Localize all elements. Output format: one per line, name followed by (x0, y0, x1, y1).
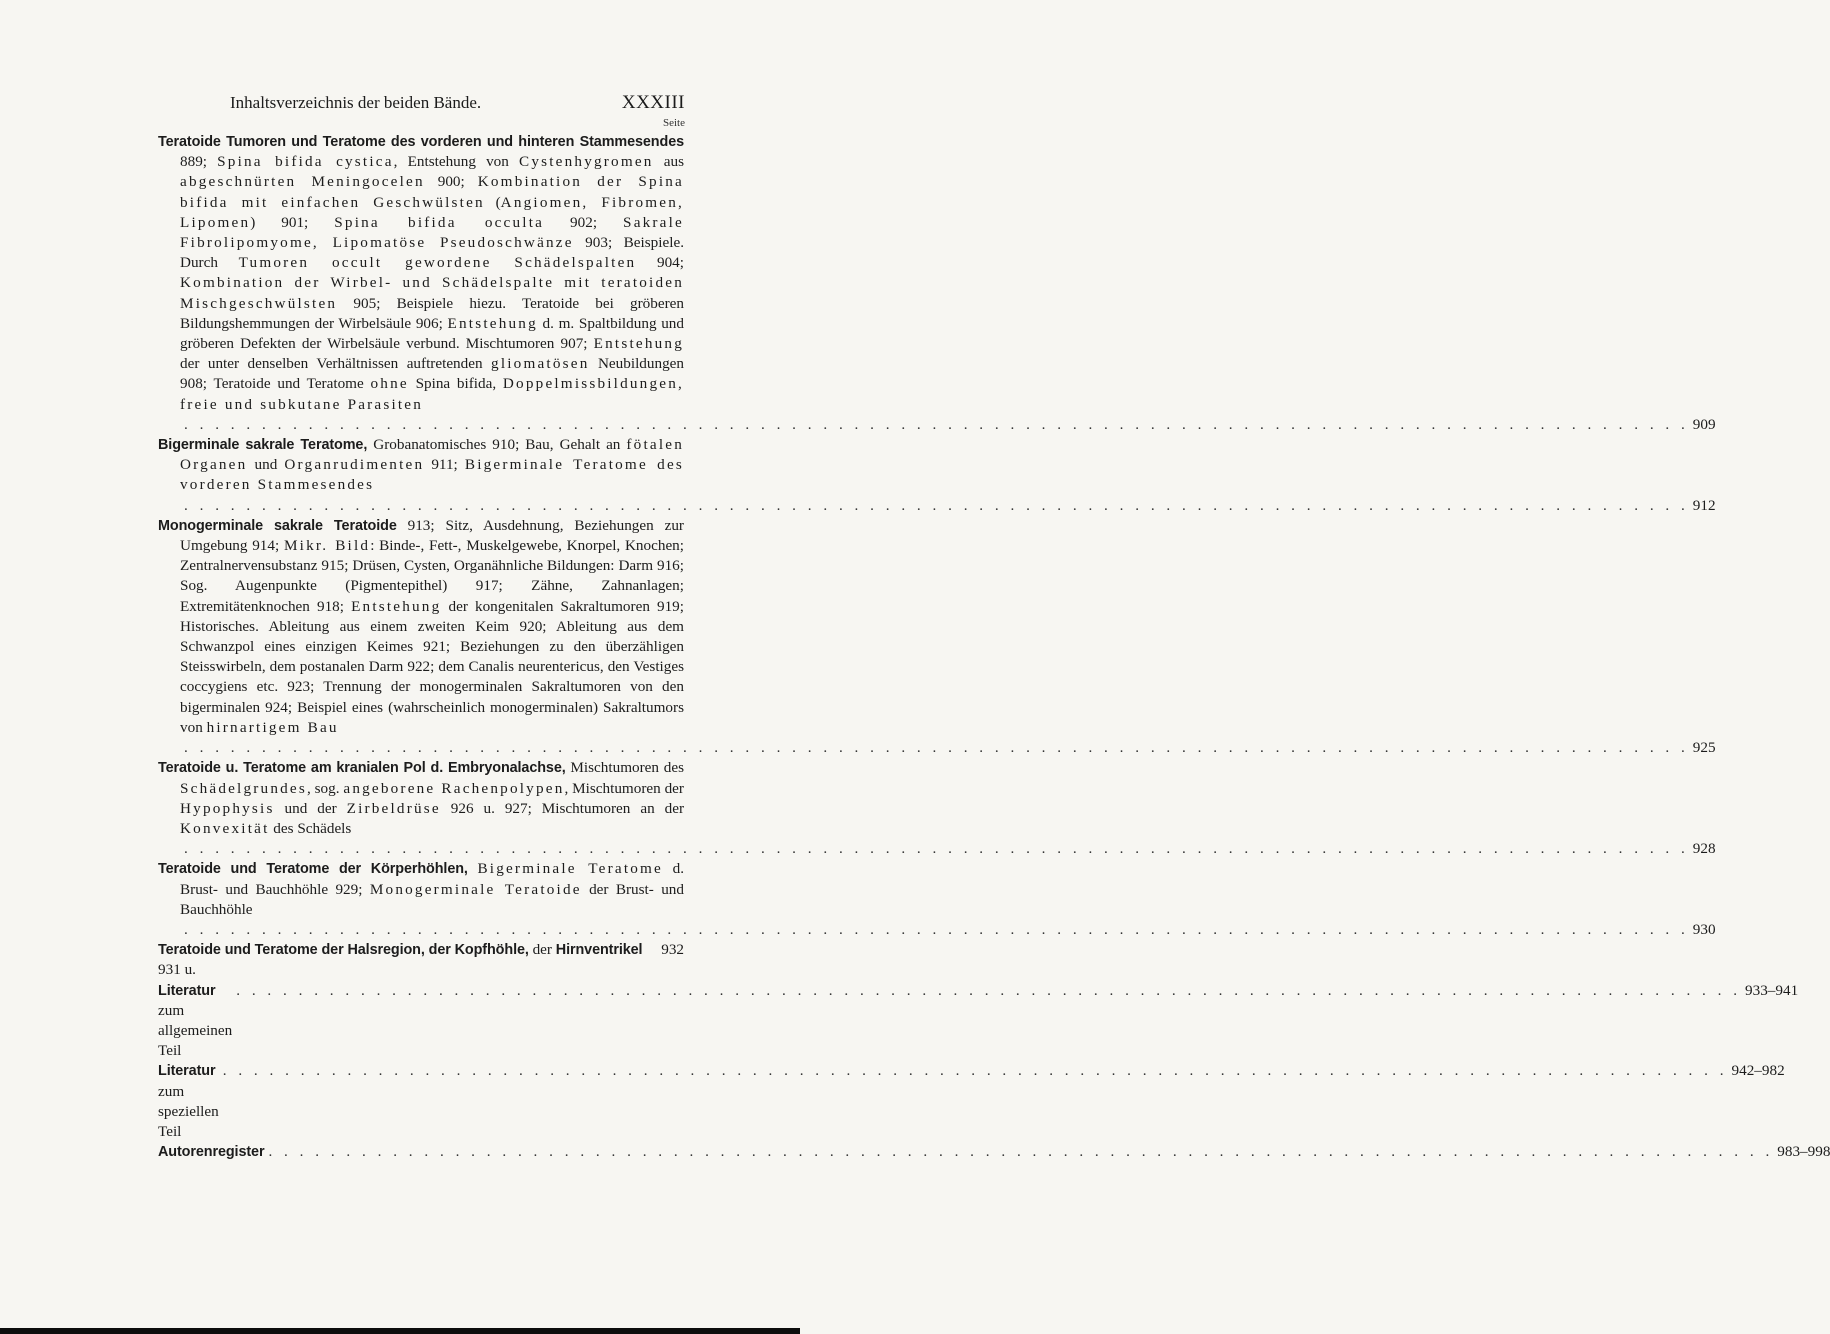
entry-heading: Bigerminale sakrale Teratome, (158, 437, 368, 454)
page-reference: 925 (1692, 739, 1716, 757)
entry-heading: Autorenregister (158, 1144, 265, 1161)
toc-entry-bigerminale: Bigerminale sakrale Teratome, Grobanatomisches 910; Bau, Gehalt an fötalen Organen und Organrudimenten 911; Bigerminale Teratome des vorderen Stammesendes (158, 436, 685, 494)
page-reference: 933–941 (1745, 981, 1799, 999)
page-reference: 930 (1692, 920, 1716, 938)
dot-leader: . . . . . . . . . . . . . . . . . . . . . . . . . . . . . . . . . . . . . . . . . . . . . . . . . . . . . . . . . . . . . . . . . . . . . . . . . . . . . . . . . . . . . . . . . . . . . . . . . (236, 981, 1742, 999)
toc-leader-row (158, 920, 1716, 940)
dot-leader: . . . . . . . . . . . . . . . . . . . . . . . . . . . . . . . . . . . . . . . . . . . . . . . . . . . . . . . . . . . . . . . . . . . . . . . . . . . . . . . . . . . . . . . . . . . . . . . . . (184, 840, 1689, 858)
entry-heading: Teratoide und Teratome der Halsregion, der Kopfhöhle, (158, 942, 529, 959)
page-number: XXXIII (621, 92, 685, 113)
page-reference: 928 (1692, 840, 1716, 858)
toc-entry-stammesende: Teratoide Tumoren und Teratome des vorderen und hinteren Stammesendes 889; Spina bifida cystica, Entstehung von Cystenhygromen aus abgeschnürten Meningocelen 900; Kombination der Spina bifida mit einfachen Geschwülsten (Angiomen, Fibromen, Lipomen) 901; Spina bifida occulta 902; Sakrale Fibrolipomyome, Lipomatöse Pseudoschwänze 903; Beispiele. Durch Tumoren occult gewordene Schädelspalten 904; Kombination der Wirbel- und Schädelspalte mit teratoiden Mischgeschwülsten 905; Beispiele hiezu. Teratoide bei gröberen Bildungshemmungen der Wirbelsäule 906; Entstehung d. m. Spaltbildung und gröberen Defekten der Wirbelsäule verbund. Mischtumoren 907; Entstehung der unter denselben Verhältnissen auftretenden gliomatösen Neubildungen 908; Teratoide und Teratome ohne Spina bifida, Doppelmissbildungen, freie und subkutane Parasiten (158, 134, 685, 413)
entry-heading: Teratoide und Teratome der Körperhöhlen, (158, 861, 468, 878)
dot-leader: . . . . . . . . . . . . . . . . . . . . . . . . . . . . . . . . . . . . . . . . . . . . . . . . . . . . . . . . . . . . . . . . . . . . . . . . . . . . . . . . . . . . . . . . . . . . . . . . . (184, 415, 1689, 433)
dot-leader: . . . . . . . . . . . . . . . . . . . . . . . . . . . . . . . . . . . . . . . . . . . . . . . . . . . . . . . . . . . . . . . . . . . . . . . . . . . . . . . . . . . . . . . . . . . . . . . . . (184, 920, 1689, 938)
page-reference: 983–998 (1777, 1143, 1830, 1161)
scan-edge-bar (0, 1328, 800, 1334)
dot-leader: . . . . . . . . . . . . . . . . . . . . . . . . . . . . . . . . . . . . . . . . . . . . . . . . . . . . . . . . . . . . . . . . . . . . . . . . . . . . . . . . . . . . . . . . . . . . . . . . . (184, 739, 1689, 757)
dot-leader: . . . . . . . . . . . . . . . . . . . . . . . . . . . . . . . . . . . . . . . . . . . . . . . . . . . . . . . . . . . . . . . . . . . . . . . . . . . . . . . . . . . . . . . . . . . . . . . . . (222, 1062, 1728, 1080)
entry-heading: Teratoide u. Teratome am kranialen Pol d. Embryonalachse, (158, 760, 566, 777)
toc-entry-halsregion: Teratoide und Teratome der Halsregion, der Kopfhöhle, der Hirnventrikel 931 u. 932 (158, 941, 684, 979)
toc-entry-literatur-allgemein: Literatur zum allgemeinen Teil . . . . . . . . . . . . . . . . . . . . . . . . . . . . . . . . . . . . . . . . . . . . . . . . . . . . . . . . . . . . . . . . . . . . . . . . . . . . . . . . . . . . . . . . . . . . . . . . . 933–941 (158, 981, 1799, 1060)
entry-heading: Monogerminale sakrale Teratoide (158, 517, 397, 534)
entry-heading: Literatur (158, 982, 216, 999)
running-title: Inhaltsverzeichnis der beiden Bände. (230, 93, 482, 112)
toc-entry-literatur-speziell: Literatur zum speziellen Teil . . . . . . . . . . . . . . . . . . . . . . . . . . . . . . . . . . . . . . . . . . . . . . . . . . . . . . . . . . . . . . . . . . . . . . . . . . . . . . . . . . . . . . . . . . . . . . . . . 942–982 (158, 1062, 1785, 1140)
toc-entry-autorenregister (158, 1142, 1830, 1162)
toc-leader-row (158, 496, 1716, 516)
dot-leader: . . . . . . . . . . . . . . . . . . . . . . . . . . . . . . . . . . . . . . . . . . . . . . . . . . . . . . . . . . . . . . . . . . . . . . . . . . . . . . . . . . . . . . . . . . . . . . . . . (268, 1143, 1774, 1161)
toc-entry-koerperhoehlen: Teratoide und Teratome der Körperhöhlen, Bigerminale Teratome d. Brust- und Bauchhöhle 929; Monogerminale Teratoide der Brust- und Bauchhöhle (158, 860, 685, 918)
table-of-contents (158, 132, 1830, 1162)
toc-entry-kranialer-pol: Teratoide u. Teratome am kranialen Pol d. Embryonalachse, Mischtumoren des Schädelgrundes, sog. angeborene Rachenpolypen, Mischtumoren der Hypophysis und der Zirbeldrüse 926 u. 927; Mischtumoren an der Konvexität des Schädels (158, 759, 685, 837)
toc-leader-row (158, 415, 1716, 435)
entry-heading: Literatur (158, 1063, 216, 1080)
page-reference: 909 (1692, 415, 1716, 433)
toc-entry-monogerminale: Monogerminale sakrale Teratoide 913; Sitz, Ausdehnung, Beziehungen zur Umgebung 914; Mikr. Bild: Binde-, Fett-, Muskelgewebe, Knorpel, Knochen; Zentralnervensubstanz 915; Drüsen, Cysten, Organähnliche Bildungen: Darm 916; Sog. Augenpunkte (Pigmentepithel) 917; Zähne, Zahnanlagen; Extremitätenknochen 918; Entstehung der kongenitalen Sakraltumoren 919; Historisches. Ableitung aus einem zweiten Keim 920; Ableitung aus dem Schwanzpol eines einzigen Keimes 921; Beziehungen zu den überzähligen Steisswirbeln, dem postanalen Darm 922; dem Canalis neurentericus, den Vestiges coccygiens etc. 923; Trennung der monogerminalen Sakraltumoren von den bigerminalen 924; Beispiel eines (wahrscheinlich monogerminalen) Sakraltumors von hirnartigem Bau (158, 516, 684, 736)
page-column-label: Seite (663, 117, 685, 129)
entry-heading: Teratoide Tumoren und Teratome des vorderen und hinteren Stammesendes (158, 134, 684, 150)
page-reference: 942–982 (1731, 1062, 1785, 1080)
running-header (230, 92, 685, 114)
toc-leader-row (158, 738, 1716, 758)
page-reference: 912 (1692, 496, 1716, 514)
dot-leader: . . . . . . . . . . . . . . . . . . . . . . . . . . . . . . . . . . . . . . . . . . . . . . . . . . . . . . . . . . . . . . . . . . . . . . . . . . . . . . . . . . . . . . . . . . . . . . . . . (184, 496, 1689, 514)
page-reference: 932 (661, 941, 684, 959)
toc-leader-row (158, 839, 1716, 859)
